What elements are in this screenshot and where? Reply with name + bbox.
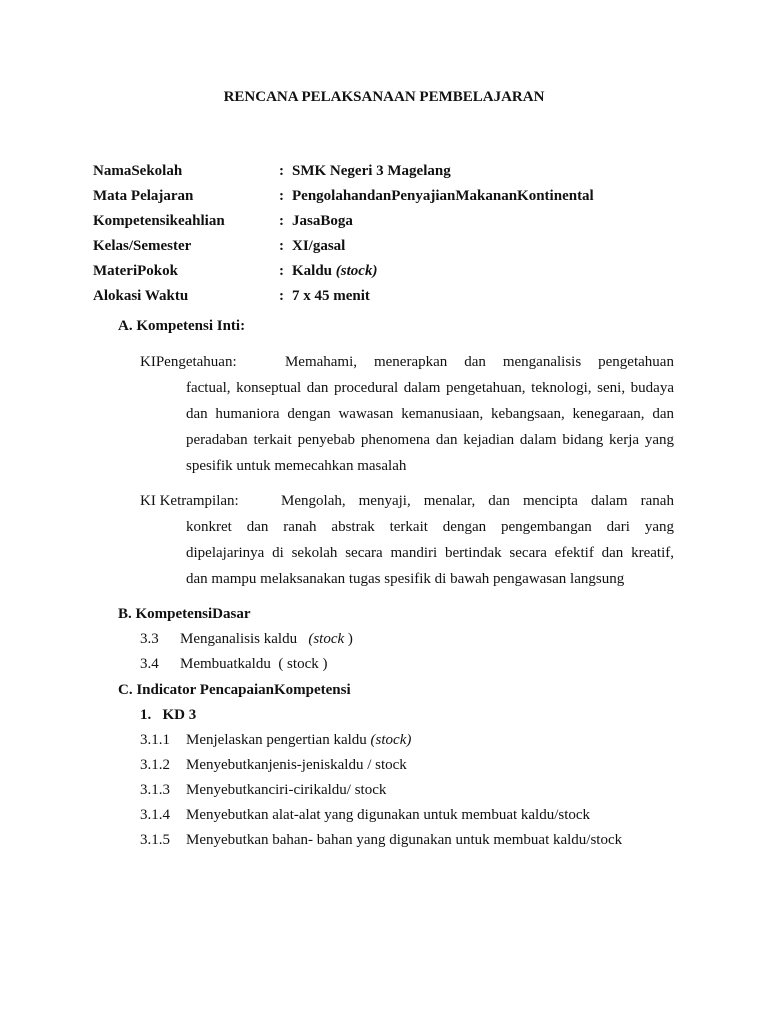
word: ranah — [640, 493, 674, 509]
section-c-heading: C. Indicator PencapaianKompetensi — [118, 682, 351, 698]
ki-keterampilan-first-line — [140, 488, 674, 514]
document-title: RENCANA PELAKSANAAN PEMBELAJARAN — [223, 89, 545, 105]
word: mencipta — [522, 493, 578, 509]
ki-pengetahuan-label: KIPengetahuan: — [140, 354, 237, 370]
identity-label: Kompetensikeahlian — [93, 213, 225, 229]
paragraph-line: dan mampu melaksanakan tugas spesifik di bawah pengawasan langsung — [186, 571, 625, 587]
word: menganalisis — [502, 354, 582, 370]
word: Mengolah, — [281, 493, 346, 509]
kd-item: 3.4 Membuatkaldu ( stock ) — [140, 656, 328, 672]
identity-value: SMK Negeri 3 Magelang — [292, 163, 451, 179]
paragraph-line: dan humaniora dengan wawasan kemanusiaan, kebangsaan, kenegaraan, dan — [186, 406, 674, 422]
section-a-heading: A. Kompetensi Inti: — [118, 318, 246, 334]
identity-colon: : — [279, 263, 284, 279]
ki-keterampilan-label: KI Ketrampilan: — [140, 493, 239, 509]
identity-value: Kaldu (stock) — [292, 263, 378, 279]
paragraph-line: peradaban terkait penyebab phenomena dan kejadian dalam bidang kerja yang — [186, 432, 674, 448]
indicator-item: 3.1.5 Menyebutkan bahan- bahan yang digunakan untuk membuat kaldu/stock — [140, 832, 623, 848]
word: pengetahuan — [598, 354, 674, 370]
identity-colon: : — [279, 163, 284, 179]
identity-value: JasaBoga — [292, 213, 353, 229]
word: dan — [464, 354, 486, 370]
ki-pengetahuan-block — [140, 349, 674, 479]
kd-3-heading: 1. KD 3 — [140, 707, 197, 723]
identity-value: 7 x 45 menit — [292, 288, 370, 304]
identity-colon: : — [279, 288, 284, 304]
identity-value: XI/gasal — [292, 238, 346, 254]
identity-label: Kelas/Semester — [93, 238, 192, 254]
paragraph-line: spesifik untuk memecahkan masalah — [186, 458, 407, 474]
identity-label: MateriPokok — [93, 263, 178, 279]
kd-item: 3.3 Menganalisis kaldu (stock ) — [140, 631, 353, 647]
identity-label: NamaSekolah — [93, 163, 183, 179]
section-b-heading: B. KompetensiDasar — [118, 606, 251, 622]
identity-value: PengolahandanPenyajianMakananKontinental — [292, 188, 594, 204]
indicator-item: 3.1.1 Menjelaskan pengertian kaldu (stock) — [140, 732, 412, 748]
word: dalam — [590, 493, 628, 509]
word: Memahami, — [284, 354, 358, 370]
word: dan — [488, 493, 510, 509]
identity-colon: : — [279, 238, 284, 254]
word: menerapkan — [373, 354, 448, 370]
identity-colon: : — [279, 213, 284, 229]
identity-colon: : — [279, 188, 284, 204]
indicator-item: 3.1.4 Menyebutkan alat-alat yang digunakan untuk membuat kaldu/stock — [140, 807, 591, 823]
ki-keterampilan-block — [140, 488, 674, 592]
word: menyaji, — [358, 493, 411, 509]
paragraph-line: konkret dan ranah abstrak terkait dengan pengembangan dari yang — [186, 519, 674, 535]
identity-label: Alokasi Waktu — [93, 288, 189, 304]
paragraph-line: dipelajarinya di sekolah secara mandiri bertindak secara efektif dan kreatif, — [186, 545, 674, 561]
indicator-item: 3.1.3 Menyebutkanciri-cirikaldu/ stock — [140, 782, 387, 798]
paragraph-line: factual, konseptual dan procedural dalam pengetahuan, teknologi, seni, budaya — [186, 380, 674, 396]
identity-label: Mata Pelajaran — [93, 188, 194, 204]
indicator-item: 3.1.2 Menyebutkanjenis-jeniskaldu / stock — [140, 757, 407, 773]
ki-pengetahuan-first-line — [140, 349, 674, 375]
word: menalar, — [423, 493, 476, 509]
